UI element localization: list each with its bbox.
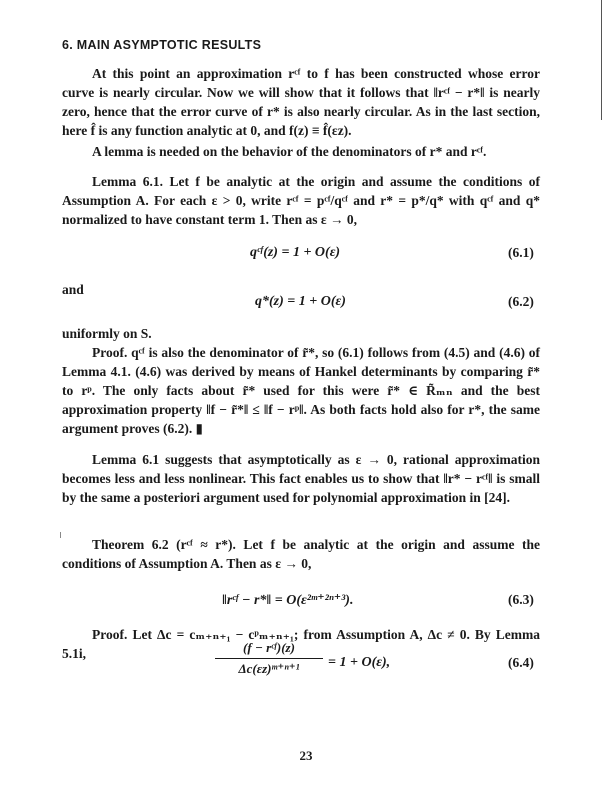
equation-6-4-numerator: (f − rᶜᶠ)(z) xyxy=(215,640,323,659)
equation-6-1: qᶜᶠ(z) = 1 + O(ε) xyxy=(250,245,341,260)
equation-6-3: ‖rᶜᶠ − r*‖ = O(ε²ᵐ⁺²ⁿ⁺³). xyxy=(222,593,354,608)
scan-edge-line xyxy=(601,0,602,120)
equation-6-4-label: (6.4) xyxy=(508,655,534,670)
equation-6-2: q*(z) = 1 + O(ε) xyxy=(255,294,346,309)
equation-6-4-fraction xyxy=(215,640,323,677)
proof-theorem-6-2: Proof. Let Δc = cₘ₊ₙ₊₁ − cᵖₘ₊ₙ₊₁; from Assumption A, Δc ≠ 0. By Lemma 5.1i, xyxy=(62,627,540,661)
intro-paragraph: At this point an approximation rᶜᶠ to f has been constructed whose error curve is nearly circular. Now we will show that it follows that ‖rᶜᶠ − r*‖ is nearly zero, hence that the error curve of r* is also nearly circular. As in the last section, here f̂ is any function analytic at 0, and f(z) ≡ f̂(εz). xyxy=(62,66,540,138)
theorem-6-2-statement: Theorem 6.2 (rᶜᶠ ≈ r*). Let f be analytic at the origin and assume the conditions of Assumption A. Then as ε → 0, xyxy=(62,537,540,571)
lemma-6-1-discussion: Lemma 6.1 suggests that asymptotically as ε → 0, rational approximation becomes less and less nonlinear. This fact enables us to show that ‖r* − rᶜᶠ‖ is small by the same a posteriori argument used for polynomial approximation in [24]. xyxy=(62,452,540,505)
equation-6-3-label: (6.3) xyxy=(508,592,534,607)
lemma-needed-paragraph: A lemma is needed on the behavior of the denominators of r* and rᶜᶠ. xyxy=(92,144,487,159)
and-connector: and xyxy=(62,282,84,297)
section-heading: 6. MAIN ASYMPTOTIC RESULTS xyxy=(62,38,262,52)
equation-6-4-denominator: Δc(εz)ᵐ⁺ⁿ⁺¹ xyxy=(238,661,300,676)
uniformly-clause: uniformly on S. xyxy=(62,326,152,341)
page-number: 23 xyxy=(299,748,313,763)
equation-6-4-rhs: = 1 + O(ε), xyxy=(328,655,391,670)
equation-6-2-label: (6.2) xyxy=(508,294,534,309)
equation-6-1-label: (6.1) xyxy=(508,245,534,260)
proof-lemma-6-1: Proof. qᶜᶠ is also the denominator of r̃*, so (6.1) follows from (4.5) and (4.6) of Lemma 4.1. (4.6) was derived by means of Hankel determinants by comparing r̃* to rᵖ. The only facts about r̃* used for this were r̃* ∈ R̃ₘₙ and the best approximation property ‖f − r̃*‖ ≤ ‖f − rᵖ‖. As both facts hold also for r*, the same argument proves (6.2). ▮ xyxy=(62,345,540,436)
lemma-6-1-statement: Lemma 6.1. Let f be analytic at the origin and assume the conditions of Assumption A. For each ε > 0, write rᶜᶠ = pᶜᶠ/qᶜᶠ and r* = p*/q* with qᶜᶠ and q* normalized to have constant term 1. Then as ε → 0, xyxy=(62,174,540,227)
